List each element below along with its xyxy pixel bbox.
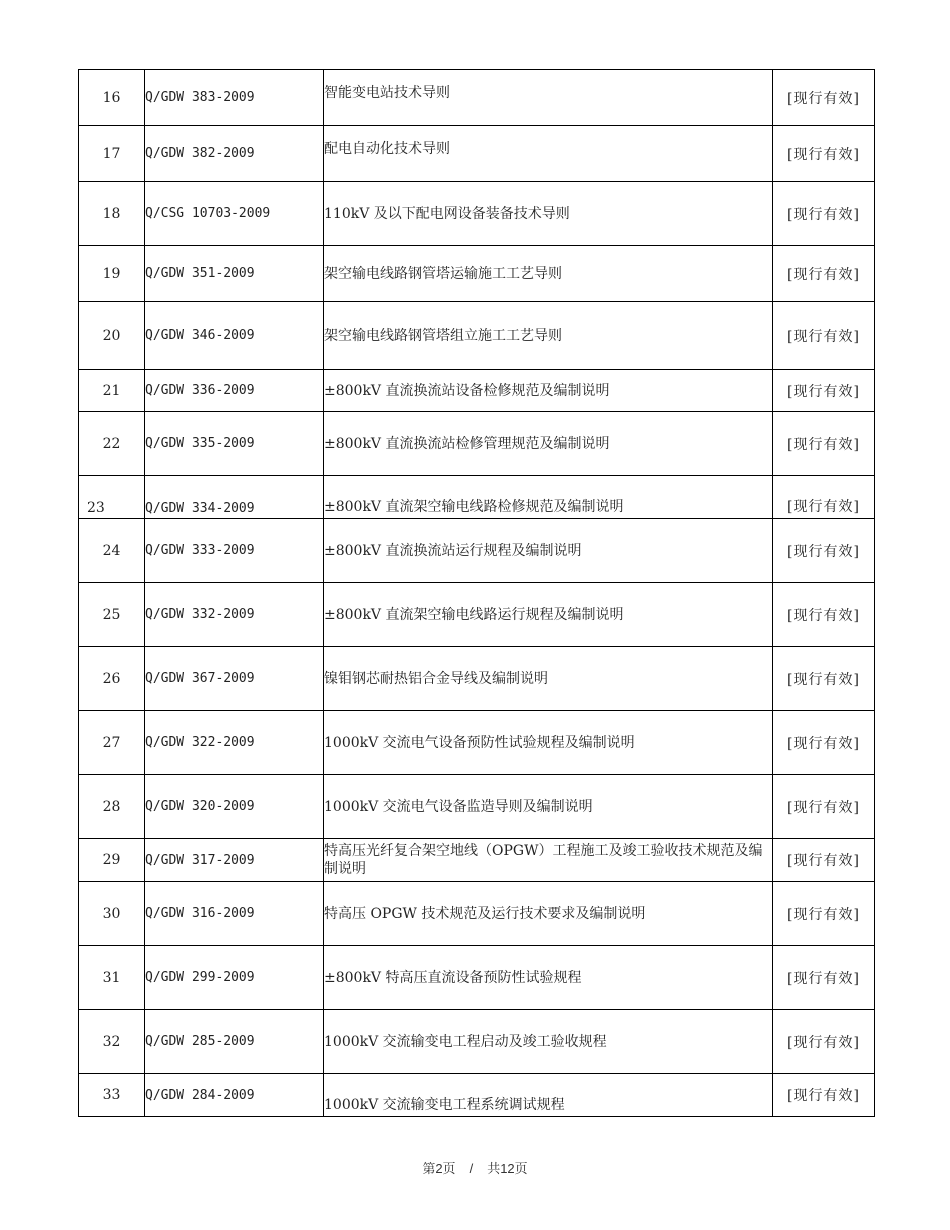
status-label: [现行有效]: [773, 882, 875, 946]
row-number: 22: [79, 412, 145, 476]
standard-title: 特高压 OPGW 技术规范及运行技术要求及编制说明: [324, 882, 773, 946]
row-number: 21: [79, 370, 145, 412]
status-label: [现行有效]: [773, 412, 875, 476]
status-label: [现行有效]: [773, 583, 875, 647]
table-row: [79, 583, 875, 647]
table-row: [79, 182, 875, 246]
page-number: 第2页: [422, 1161, 456, 1176]
standard-title: 110kV 及以下配电网设备装备技术导则: [324, 182, 773, 246]
standard-title: 1000kV 交流电气设备预防性试验规程及编制说明: [324, 711, 773, 775]
table-row: [79, 370, 875, 412]
table-row: [79, 519, 875, 583]
standard-title: ±800kV 特高压直流设备预防性试验规程: [324, 946, 773, 1010]
standard-title: 特高压光纤复合架空地线（OPGW）工程施工及竣工验收技术规范及编制说明: [324, 839, 773, 882]
row-number: 32: [79, 1010, 145, 1074]
row-number: 16: [79, 70, 145, 126]
status-label: [现行有效]: [773, 839, 875, 882]
standard-code: Q/GDW 285-2009: [145, 1010, 324, 1074]
page-separator: /: [469, 1161, 474, 1176]
status-label: [现行有效]: [773, 70, 875, 126]
status-label: [现行有效]: [773, 647, 875, 711]
table-row: [79, 711, 875, 775]
status-label: [现行有效]: [773, 182, 875, 246]
status-label: [现行有效]: [773, 519, 875, 583]
row-number: 30: [79, 882, 145, 946]
table-row: [79, 1074, 875, 1117]
status-label: [现行有效]: [773, 775, 875, 839]
row-number: 18: [79, 182, 145, 246]
standard-code: Q/GDW 367-2009: [145, 647, 324, 711]
standard-title: 配电自动化技术导则: [324, 126, 773, 182]
standard-code: Q/GDW 317-2009: [145, 839, 324, 882]
status-label: [现行有效]: [773, 711, 875, 775]
standard-title: 架空输电线路钢管塔运输施工工艺导则: [324, 246, 773, 302]
row-number: 28: [79, 775, 145, 839]
standards-table: [78, 69, 875, 1117]
standard-code: Q/GDW 335-2009: [145, 412, 324, 476]
standard-title: 1000kV 交流电气设备监造导则及编制说明: [324, 775, 773, 839]
row-number: 29: [79, 839, 145, 882]
standard-code: Q/GDW 320-2009: [145, 775, 324, 839]
standard-title: 智能变电站技术导则: [324, 70, 773, 126]
table-row: [79, 476, 875, 519]
standard-title: 架空输电线路钢管塔组立施工工艺导则: [324, 302, 773, 370]
row-number: 19: [79, 246, 145, 302]
standard-code: Q/CSG 10703-2009: [145, 182, 324, 246]
standard-title: ±800kV 直流换流站设备检修规范及编制说明: [324, 370, 773, 412]
table-row: [79, 246, 875, 302]
standard-code: Q/GDW 332-2009: [145, 583, 324, 647]
standard-code: Q/GDW 346-2009: [145, 302, 324, 370]
standard-code: Q/GDW 336-2009: [145, 370, 324, 412]
row-number: 33: [79, 1074, 145, 1117]
status-label: [现行有效]: [773, 946, 875, 1010]
row-number: 17: [79, 126, 145, 182]
standard-title: ±800kV 直流架空输电线路运行规程及编制说明: [324, 583, 773, 647]
standard-title: 1000kV 交流输变电工程启动及竣工验收规程: [324, 1010, 773, 1074]
row-number: 23: [79, 476, 145, 519]
standard-code: Q/GDW 351-2009: [145, 246, 324, 302]
table-row: [79, 647, 875, 711]
table-row: [79, 882, 875, 946]
row-number: 24: [79, 519, 145, 583]
standard-code: Q/GDW 322-2009: [145, 711, 324, 775]
row-number: 31: [79, 946, 145, 1010]
row-number: 25: [79, 583, 145, 647]
row-number: 26: [79, 647, 145, 711]
standard-code: Q/GDW 284-2009: [145, 1074, 324, 1117]
standard-code: Q/GDW 383-2009: [145, 70, 324, 126]
standard-code: Q/GDW 334-2009: [145, 476, 324, 519]
table-row: [79, 946, 875, 1010]
standard-title: ±800kV 直流换流站运行规程及编制说明: [324, 519, 773, 583]
standard-code: Q/GDW 316-2009: [145, 882, 324, 946]
table-row: [79, 1010, 875, 1074]
page-total: 共12页: [487, 1161, 528, 1176]
standard-title: ±800kV 直流换流站检修管理规范及编制说明: [324, 412, 773, 476]
table-row: [79, 775, 875, 839]
table-row: [79, 126, 875, 182]
row-number: 20: [79, 302, 145, 370]
status-label: [现行有效]: [773, 1010, 875, 1074]
standard-title: 镍钼钢芯耐热铝合金导线及编制说明: [324, 647, 773, 711]
status-label: [现行有效]: [773, 1074, 875, 1117]
status-label: [现行有效]: [773, 126, 875, 182]
table-row: [79, 839, 875, 882]
row-number: 27: [79, 711, 145, 775]
table-row: [79, 302, 875, 370]
table-row: [79, 70, 875, 126]
status-label: [现行有效]: [773, 476, 875, 519]
standard-title: ±800kV 直流架空输电线路检修规范及编制说明: [324, 476, 773, 519]
status-label: [现行有效]: [773, 246, 875, 302]
standard-code: Q/GDW 299-2009: [145, 946, 324, 1010]
table-row: [79, 412, 875, 476]
standard-title: 1000kV 交流输变电工程系统调试规程: [324, 1074, 773, 1117]
standard-code: Q/GDW 382-2009: [145, 126, 324, 182]
status-label: [现行有效]: [773, 302, 875, 370]
page-footer: [0, 1158, 950, 1177]
status-label: [现行有效]: [773, 370, 875, 412]
standard-code: Q/GDW 333-2009: [145, 519, 324, 583]
